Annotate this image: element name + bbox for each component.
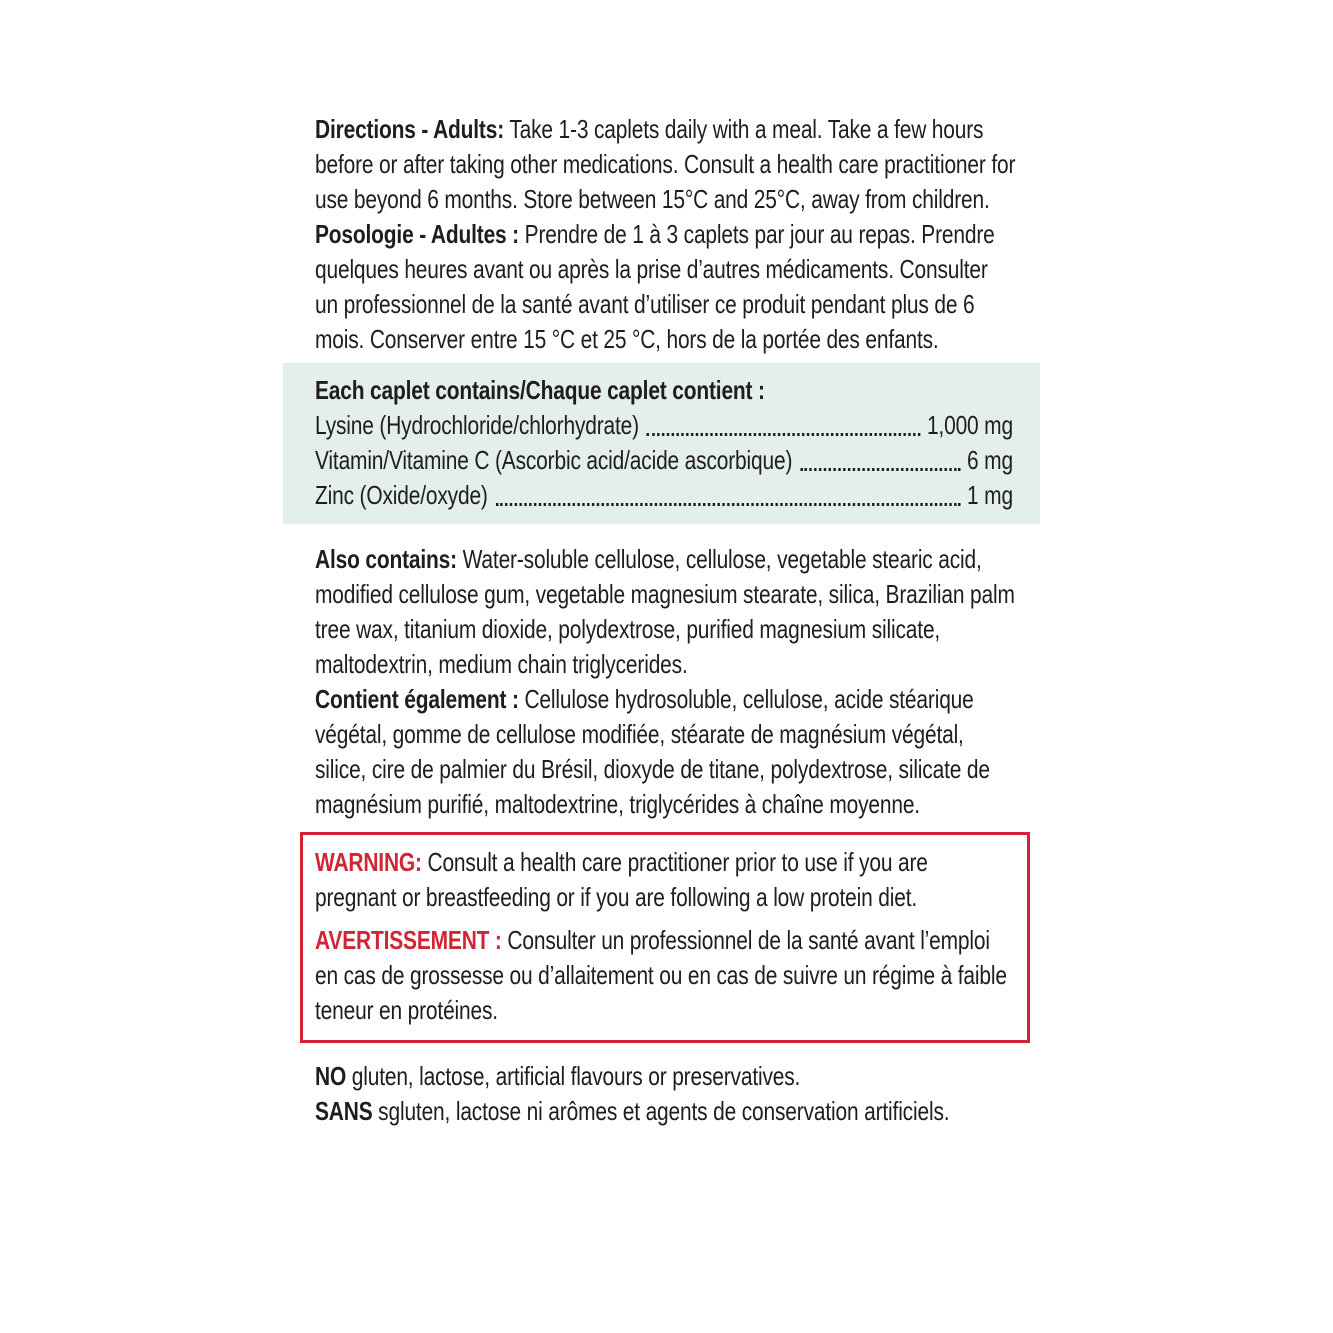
directions-section [315,112,1333,357]
dotted-leader [800,468,960,471]
warning-en-lead: WARNING: [315,847,422,877]
warning-box [300,832,1030,1043]
dotted-leader [496,503,961,506]
warning-fr-paragraph [315,923,1012,1028]
free-from-fr-lead: SANS [315,1096,373,1126]
directions-fr-paragraph [315,217,1015,357]
directions-text-wrap [315,112,1015,357]
ingredients-panel-wrap [315,373,1013,513]
ingredient-row [315,408,1013,443]
ingredient-amount: 6 mg [967,445,1013,475]
ingredients-panel-title: Each caplet contains/Chaque caplet contient : [315,375,765,405]
warning-en-text: Consult a health care practitioner prior to use if you are pregnant or breastfeeding or if you are following a low protein diet. [315,847,928,912]
also-contains-en-lead: Also contains: [315,544,457,574]
warning-en-paragraph [315,845,1012,915]
free-from-en-lead: NO [315,1061,347,1091]
warning-text-wrap [315,845,1012,1028]
free-from-section [315,1059,1333,1129]
free-from-fr-line [315,1094,1015,1129]
directions-en-lead: Directions - Adults: [315,114,505,144]
ingredient-row [315,443,1013,478]
directions-fr-text: Prendre de 1 à 3 caplets par jour au repas. Prendre quelques heures avant ou après la prise d’autres médicaments. Consulter un professionnel de la santé avant d’utiliser ce produit pendant plus de 6 mois. Conserver entre 15 °C et 25 °C, hors de la portée des enfants. [315,219,995,354]
also-contains-fr-paragraph [315,682,1015,822]
also-contains-fr-text: Cellulose hydrosoluble, cellulose, acide stéarique végétal, gomme de cellulose modifiée, stéarate de magnésium végétal, silice, cire de palmier du Brésil, dioxyde de titane, polydextrose, silicate de magnésium purifié, maltodextrine, triglycérides à chaîne moyenne. [315,684,990,819]
ingredient-amount: 1,000 mg [926,410,1013,440]
directions-en-paragraph [315,112,1015,217]
free-from-en-line [315,1059,1015,1094]
ingredient-name: Vitamin/Vitamine C (Ascorbic acid/acide ascorbique) [315,445,793,475]
non-medicinal-section [315,542,1333,822]
also-contains-en-text: Water-soluble cellulose, cellulose, vegetable stearic acid, modified cellulose gum, vegetable magnesium stearate, silica, Brazilian palm tree wax, titanium dioxide, polydextrose, purified magnesium silicate, maltodextrin, medium chain triglycerides. [315,544,1015,679]
free-from-text-wrap [315,1059,1015,1129]
ingredient-row [315,478,1013,513]
warning-fr-lead: AVERTISSEMENT : [315,925,502,955]
ingredient-amount: 1 mg [967,480,1013,510]
ingredients-panel [283,363,1040,524]
also-contains-fr-lead: Contient également : [315,684,519,714]
non-medicinal-text-wrap [315,542,1015,822]
ingredient-name: Lysine (Hydrochloride/chlorhydrate) [315,410,639,440]
warning-fr-text: Consulter un professionnel de la santé avant l’emploi en cas de grossesse ou d’allaitement ou en cas de suivre un régime à faible teneur en protéines. [315,925,1007,1025]
directions-fr-lead: Posologie - Adultes : [315,219,519,249]
ingredient-name: Zinc (Oxide/oxyde) [315,480,488,510]
also-contains-en-paragraph [315,542,1015,682]
free-from-fr-text: sgluten, lactose ni arômes et agents de conservation artificiels. [378,1096,950,1126]
dotted-leader [647,433,920,436]
directions-en-text: Take 1-3 caplets daily with a meal. Take a few hours before or after taking other medications. Consult a health care practitioner for use beyond 6 months. Store between 15°C and 25°C, away from children. [315,114,1016,214]
free-from-en-text: gluten, lactose, artificial flavours or preservatives. [351,1061,801,1091]
